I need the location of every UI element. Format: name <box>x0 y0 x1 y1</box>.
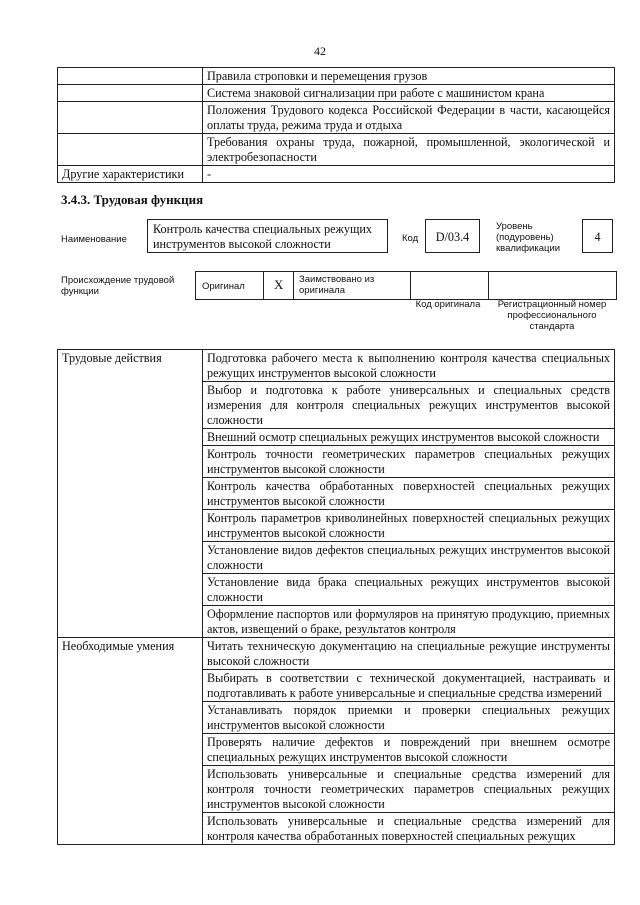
row-text: Требования охраны труда, пожарной, промышленной, экологической и электробезопасности <box>203 134 615 166</box>
section-title: 3.4.3. Трудовая функция <box>61 192 204 207</box>
code-label: Код <box>402 233 419 244</box>
code-field: D/03.4 <box>425 219 480 253</box>
row-label <box>58 134 203 166</box>
list-item: Подготовка рабочего места к выполнению контроля качества специальных режущих инструментов высокой сложности <box>203 350 615 382</box>
row-text: Система знаковой сигнализации при работе с машинистом крана <box>203 85 615 102</box>
level-label: Уровень (подуровень) квалификации <box>496 221 561 254</box>
table-row <box>58 85 615 102</box>
list-item: Выбор и подготовка к работе универсальных и специальных средств измерения для контроля специальных режущих инструментов высокой сложности <box>203 382 615 429</box>
list-item: Читать техническую документацию на специальные режущие инструменты высокой сложности <box>203 638 615 670</box>
borrowed-label: Заимствовано из оригинала <box>299 274 375 296</box>
list-item: Контроль качества обработанных поверхностей специальных режущих инструментов высокой сложности <box>203 478 615 510</box>
list-item: Контроль параметров криволинейных поверхностей специальных режущих инструментов высокой сложности <box>203 510 615 542</box>
list-item: Проверять наличие дефектов и повреждений при внешнем осмотре специальных режущих инструментов высокой сложности <box>203 734 615 766</box>
function-details-table <box>57 349 615 845</box>
original-mark: X <box>274 277 284 292</box>
origin-box <box>195 271 617 300</box>
row-text: - <box>203 166 615 183</box>
table-row <box>58 68 615 85</box>
table-row <box>58 166 615 183</box>
table-row <box>58 134 615 166</box>
origin-label: Происхождение трудовой функции <box>61 275 175 297</box>
table-row <box>58 102 615 134</box>
row-label: Другие характеристики <box>58 166 203 183</box>
page-number: 42 <box>314 44 326 58</box>
row-text: Положения Трудового кодекса Российской Федерации в части, касающейся оплаты труда, режима труда и отдыха <box>203 102 615 134</box>
row-label <box>58 102 203 134</box>
row-text: Правила строповки и перемещения грузов <box>203 68 615 85</box>
original-label: Оригинал <box>202 281 245 292</box>
divider <box>410 271 411 299</box>
skills-label: Необходимые умения <box>58 638 203 845</box>
list-item: Устанавливать порядок приемки и проверки специальных режущих инструментов высокой сложности <box>203 702 615 734</box>
table-row <box>58 350 615 382</box>
list-item: Использовать универсальные и специальные средства измерений для контроля качества обработанных поверхностей специальных режущих <box>203 813 615 845</box>
requirements-table-continued <box>57 67 615 183</box>
table-row <box>58 638 615 670</box>
list-item: Контроль точности геометрических параметров специальных режущих инструментов высокой сложности <box>203 446 615 478</box>
list-item: Оформление паспортов или формуляров на принятую продукцию, приемных актов, извещений о браке, результатов контроля <box>203 606 615 638</box>
level-field: 4 <box>582 219 613 253</box>
divider <box>263 271 264 299</box>
row-label <box>58 68 203 85</box>
reg-number-caption: Регистрационный номер профессионального стандарта <box>497 299 607 332</box>
function-name-field: Контроль качества специальных режущих инструментов высокой сложности <box>147 219 388 253</box>
name-label: Наименование <box>61 234 127 245</box>
divider <box>293 271 294 299</box>
list-item: Установление вида брака специальных режущих инструментов высокой сложности <box>203 574 615 606</box>
divider <box>488 271 489 299</box>
list-item: Выбирать в соответствии с технической документацией, настраивать и подготавливать к работе универсальные и специальные средства измерений <box>203 670 615 702</box>
original-code-caption: Код оригинала <box>415 299 481 310</box>
list-item: Использовать универсальные и специальные средства измерений для контроля точности геометрических параметров специальных режущих инструментов высокой сложности <box>203 766 615 813</box>
work-actions-label: Трудовые действия <box>58 350 203 638</box>
list-item: Внешний осмотр специальных режущих инструментов высокой сложности <box>203 429 615 446</box>
row-label <box>58 85 203 102</box>
list-item: Установление видов дефектов специальных режущих инструментов высокой сложности <box>203 542 615 574</box>
